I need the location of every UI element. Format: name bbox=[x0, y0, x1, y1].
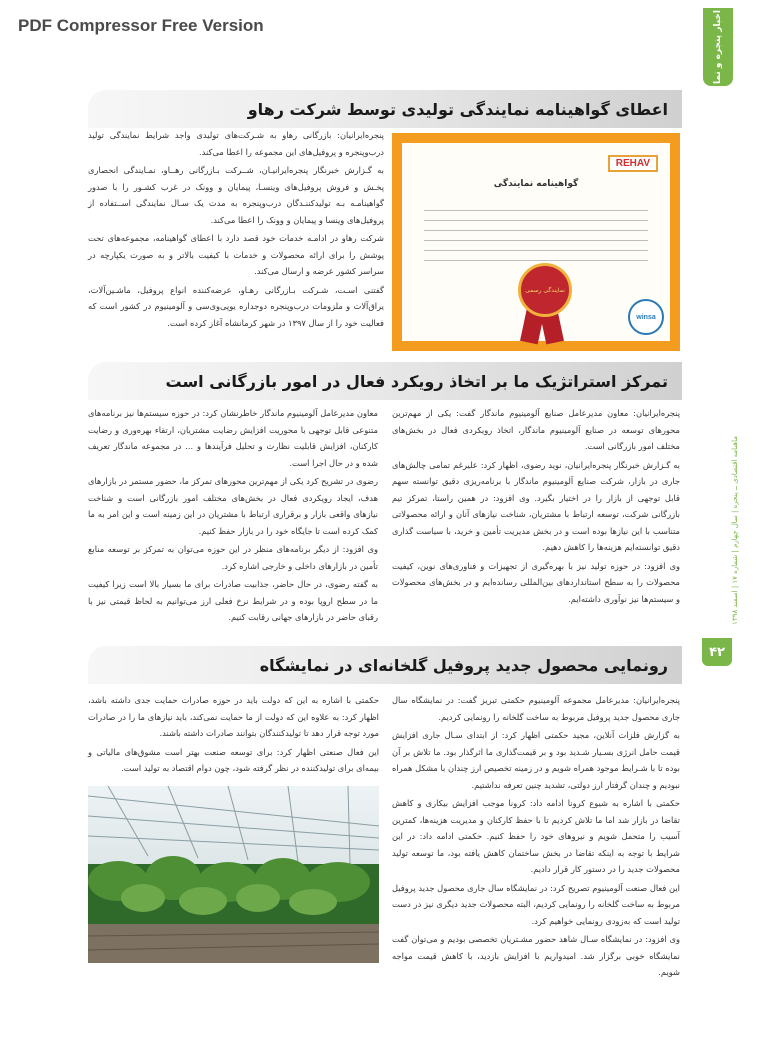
issue-line: ماهنامه اقتصادی ــ پنجره | سال چهارم | شماره ۱۷ | اسفند ۱۳۹۸ bbox=[731, 435, 739, 625]
issue-strip bbox=[729, 430, 741, 630]
article2-title: تمرکز استراتژیک ما بر اتخاذ رویکرد فعال در امور بازرگانی است bbox=[165, 371, 668, 391]
greenhouse-illustration bbox=[88, 786, 379, 963]
article3-left-column bbox=[88, 692, 379, 779]
certificate-image bbox=[392, 133, 680, 351]
article3-paragraph: وی افزود: در نمایشگاه سـال شاهد حضور مشـتریان تخصصی بودیم و می‌توان گفت نمایشگاه خوبی برگزار شد. امیدواریم با افزایش بازدید، با کاهش قیمت مواجه شویم. bbox=[392, 934, 680, 977]
section-tab-label: اخبار پنجره و نما bbox=[713, 9, 723, 85]
article2-paragraph: به گـزارش خبرنگار پنجره‌ایرانیان، نوید رضوی، اظهار کرد: علیرغم تمامی چالش‌های جاری در بازار، شرکت صنایع آلومینیوم ماندگار با برنامه‌ریزی دقیق توانسته سهم قابل توجهی از بازار را در اختیار بگیرد. وی افزود: در همین راستا، تمرکز تیم بازرگانی شرکت، توسعه ارتباط با مشتریان، شناخت نیازهای آنان و ارائه محصولاتی متناسب با این نیازها بوده است و در بخش مدیریت تأمین و خرید، با سیاست گذاری دقیق توانسته‌ایم هزینه‌ها را کاهش دهیم. bbox=[392, 459, 680, 552]
article2-paragraph: پنجره‌ایرانیان: معاون مدیرعامل صنایع آلومینیوم ماندگار گفت: یکی از مهم‌ترین محورهای توسعه در صنایع آلومینیوم ماندگار، اتخاذ رویکردی فعال در بخش‌های مختلف امور بازرگانی است. bbox=[392, 408, 680, 451]
article2-left-column bbox=[88, 405, 378, 628]
certificate-text-lines bbox=[424, 201, 648, 270]
article1-title: اعطای گواهینامه نمایندگی تولیدی توسط شرکت رهاو bbox=[247, 99, 668, 119]
article3-right-column bbox=[392, 692, 680, 983]
watermark: PDF Compressor Free Version bbox=[18, 16, 264, 35]
article2-paragraph: معاون مدیرعامل آلومینیوم ماندگار خاطرنشان کرد: در حوزه سیستم‌ها نیز برنامه‌های متنوعی قابل توجهی با محوریت افزایش رضایت مشتریان، ارتقاء بهره‌وری و رضایت کارکنان، افزایش قابلیت نظارت و تحلیل فرآیندها و ... در مجموعه ماندگار تعریف شده و در حال اجرا است. bbox=[88, 408, 378, 468]
article2-headline bbox=[88, 362, 682, 400]
article1-headline bbox=[88, 90, 682, 128]
article3-paragraph: به گزارش فلزات آنلاین، مجید حکمتی اظهار کرد: از ابتدای سـال جاری افزایش قیمت حامل انرژی بسـیار شـدید بود و بر قیمت‌گذاری ما اثرگذار بود. ما تلاش بر آن بوده تا با شـرایط موجود همراه شویم و در زمینه تخصیص ارز چندان با مشکل همراه نبودیم و چندان گرفتار ارز دولتی، تشدید چنین تعرفه نداشتیم. bbox=[392, 730, 680, 790]
article3-title: رونمایی محصول جدید پروفیل گلخانه‌ای در نمایشگاه bbox=[259, 655, 668, 675]
article1-paragraph: گفتنی اسـت، شـرکت بـازرگانی رهـاو، عرضه‌کننده انواع پروفیل، ماشـین‌آلات، یراق‌آلات و ملزومات درب‌وپنجره دوجداره یوپی‌وی‌سی و آلومینیوم در کشور است که فعالیت خود را از سال ۱۳۹۷ در شهر کرمانشاه آغاز کرده است. bbox=[88, 284, 384, 328]
greenhouse-photo bbox=[88, 786, 379, 963]
section-tab bbox=[703, 8, 733, 86]
article2-right-column bbox=[392, 405, 680, 609]
article3-paragraph: این فعال صنعتی اظهار کرد: برای توسعه صنعت بهتر است مشوق‌های مالیاتی و بیمه‌ای برای تولیدکننده در نظر گرفته شود، چون دوام اقتصاد به تولید است. bbox=[88, 746, 379, 773]
certificate-title: گواهینامه نمایندگی bbox=[493, 179, 579, 189]
seal-icon bbox=[518, 263, 572, 317]
article3-headline bbox=[88, 646, 682, 684]
article3-paragraph: این فعال صنعت آلومینیوم تصریح کرد: در نمایشگاه سال جاری محصول جدید پروفیل مربوط به ساخت گلخانه را رونمایی کردیم، البته محصولات جدید دیگری نیز در دست تولید است که به‌زودی رونمایی خواهیم کرد. bbox=[392, 882, 680, 926]
article2-paragraph: وی افزود: از دیگر برنامه‌های منظر در این حوزه می‌توان به تمرکز بر توسعه منابع تأمین در بازارهای داخلی و خارجی اشاره کرد. bbox=[88, 544, 378, 571]
article2-paragraph: وی افزود: در حوزه تولید نیز با بهره‌گیری از تجهیزات و فناوری‌های نوین، کیفیت محصولات را به سطح استانداردهای بین‌المللی رسانده‌ایم و در بخش‌های محصولات و سیستم‌ها نیز نوآوری داشته‌ایم. bbox=[392, 560, 680, 604]
certificate-paper bbox=[402, 143, 670, 341]
page-number: ۴۲ bbox=[702, 638, 732, 666]
winsa-logo: winsa bbox=[628, 299, 664, 335]
seal-text: نمایندگی رسمی bbox=[525, 286, 565, 294]
article2-paragraph: به گفته رضوی، در حال حاضر، جذابیت صادرات برای ما بسیار بالا است زیرا کیفیت ما در سطح اروپا بوده و در شرایط نرخ فعلی ارز می‌توانیم به لحاظ قیمتی نیز با رقبای حاضر در بازارهای جهانی رقابت کنیم. bbox=[88, 579, 378, 622]
article1-paragraph: به گـزارش خبرنگار پنجره‌ایرانیـان، شــرکت بـازرگانی رهــاو، نمـایندگی انحصاری پخـش و فروش پروفیل‌های وینسـا، پیمایان و وونک در غرب کشـور را با صدور گواهینامـه بـه تولیدکننـدگان درب‌وپنجره به مدت یک سـال نمایندگی اســتفاده از پروفیل‌های وینسا و پیمایان و وونک را اعطا می‌کند. bbox=[88, 165, 384, 225]
article3-paragraph: حکمتی با اشاره به شیوع کرونا ادامه داد: کرونا موجب افزایش بیکاری و کاهش تقاضا در بازار شد اما ما تلاش کردیم تا با حفظ کارکنان و مدیریت هزینه‌ها، کمترین آسیب را متحمل شویم و نیروهای خود را حفظ کنیم. حکمتی ادامه داد: در این شرایط با توجه به اینکه تقاضا در بخش ساختمان کاهش یافته بود، ما توسعه تولید محصولات جدید را در دستور کار قرار دادیم. bbox=[392, 798, 680, 874]
article1-paragraph: شرکت رهاو در ادامـه خدمات خود قصد دارد با اعطای گواهینامه، مجموعه‌های تحت پوشش را برای ارائه محصولات و خدمات با کیفیت بالاتر و به صورت یکپارچه در سراسر کشور عرضه و ارسال می‌کند. bbox=[88, 233, 384, 276]
article1-body bbox=[88, 127, 384, 333]
certificate-logo: REHAV bbox=[608, 155, 658, 172]
article1-paragraph: پنجره‌ایرانیان: بازرگانی رهاو به شـرکت‌های تولیدی واجد شرایط نمایندگی تولید درب‌وپنجره و پروفیل‌های این مجموعه را اعطا می‌کند. bbox=[88, 130, 384, 157]
article3-paragraph: حکمتی با اشاره به این که دولت باید در حوزه صادرات حمایت جدی داشته باشد، اظهار کرد: به علاوه این که دولت از ما حمایت نمی‌کند، باید نیازهای ما را در صادرات مورد توجه قرار دهد تا تولیدکنندگان بتوانند صادرات داشته باشند. bbox=[88, 695, 379, 738]
article2-paragraph: رضوی در تشریح کرد یکی از مهم‌ترین محورهای تمرکز ما، حضور مستمر در بازارهای هدف، ایجاد رویکردی فعال در بخش‌های مختلف امور بازرگانی است و شناخت نیازهای واقعی بازار و برقراری ارتباط با مشتریان در این زمینه است و این امر به ما کمک کرده است تا جایگاه خود را در بازار حفظ کنیم. bbox=[88, 476, 378, 536]
article3-paragraph: پنجره‌ایرانیان: مدیرعامل مجموعه آلومینیوم حکمتی تبریز گفت: در نمایشگاه سال جاری محصول جدید پروفیل مربوط به ساخت گلخانه را رونمایی کردیم. bbox=[392, 695, 680, 722]
